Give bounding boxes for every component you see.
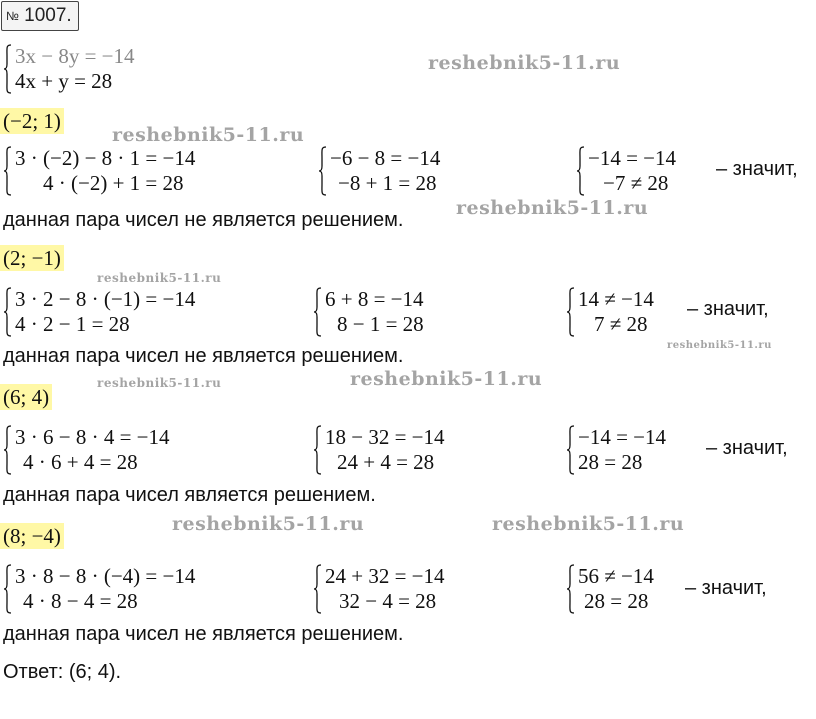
system-line-1: −14 = −14: [588, 146, 677, 170]
substitution-system: [3, 564, 195, 614]
system-line-2: 28 = 28: [584, 589, 649, 613]
simplified-system: [318, 146, 440, 196]
brace-icon: [566, 287, 575, 337]
number-sign: №: [6, 9, 19, 23]
brace-icon: [566, 425, 575, 475]
conclusion-text: данная пара чисел является решением.: [3, 484, 376, 506]
brace-icon: [3, 287, 12, 337]
problem-number: [1, 1, 79, 31]
brace-icon: [313, 425, 322, 475]
substitution-system: [3, 287, 195, 337]
system-line-1: 3 · 6 − 8 · 4 = −14: [15, 425, 170, 449]
result-system: [576, 146, 676, 196]
brace-icon: [576, 146, 585, 196]
watermark: reshebnik5-11.ru: [97, 376, 222, 390]
system-line-1: −14 = −14: [578, 425, 667, 449]
simplified-system: [313, 287, 424, 337]
brace-icon: [318, 146, 327, 196]
system-line-2: 4 · 2 − 1 = 28: [15, 312, 130, 336]
brace-icon: [313, 564, 322, 614]
brace-icon: [566, 564, 575, 614]
simplified-system: [313, 425, 445, 475]
original-system: [3, 44, 135, 94]
result-system: [566, 564, 654, 614]
watermark: reshebnik5-11.ru: [667, 340, 772, 351]
pair-highlight: (8; −4): [0, 523, 64, 549]
system-line-1: −6 − 8 = −14: [330, 146, 441, 170]
system-line-1: 3 · 8 − 8 · (−4) = −14: [15, 564, 196, 588]
system-line-2: 4 · (−2) + 1 = 28: [43, 171, 184, 195]
watermark: reshebnik5-11.ru: [456, 197, 649, 219]
znachit-text: – значит,: [706, 437, 788, 459]
substitution-system: [3, 146, 195, 196]
brace-icon: [3, 146, 12, 196]
system-line-2: 28 = 28: [578, 450, 643, 474]
znachit-text: – значит,: [716, 158, 798, 180]
system-line-1: 3 · (−2) − 8 · 1 = −14: [15, 146, 196, 170]
system-line-2: 4x + y = 28: [15, 69, 113, 93]
pair-highlight: (2; −1): [0, 245, 64, 271]
znachit-text: – значит,: [687, 298, 769, 320]
system-line-2: 24 + 4 = 28: [337, 450, 435, 474]
conclusion-text: данная пара чисел не является решением.: [3, 345, 404, 367]
system-line-2: −8 + 1 = 28: [338, 171, 437, 195]
system-line-2: −7 ≠ 28: [603, 171, 669, 195]
result-system: [566, 425, 666, 475]
brace-icon: [3, 564, 12, 614]
system-line-2: 8 − 1 = 28: [337, 312, 424, 336]
system-line-1: 6 + 8 = −14: [325, 287, 424, 311]
znachit-text: – значит,: [685, 577, 767, 599]
conclusion-text: данная пара чисел не является решением.: [3, 209, 404, 231]
system-line-2: 4 · 6 + 4 = 28: [23, 450, 138, 474]
answer-text: Ответ: (6; 4).: [3, 661, 122, 683]
simplified-system: [313, 564, 445, 614]
watermark: reshebnik5-11.ru: [172, 513, 365, 535]
problem-number-value: 1007.: [24, 5, 72, 26]
system-line-1: 3 · 2 − 8 · (−1) = −14: [15, 287, 196, 311]
watermark: reshebnik5-11.ru: [350, 368, 543, 390]
pair-highlight: (6; 4): [0, 384, 52, 410]
brace-icon: [3, 425, 12, 475]
watermark: reshebnik5-11.ru: [112, 124, 305, 146]
substitution-system: [3, 425, 170, 475]
system-line-1: 18 − 32 = −14: [325, 425, 445, 449]
brace-icon: [3, 44, 12, 94]
system-line-2: 32 − 4 = 28: [339, 589, 437, 613]
watermark: reshebnik5-11.ru: [428, 52, 621, 74]
watermark: reshebnik5-11.ru: [97, 271, 222, 285]
watermark: reshebnik5-11.ru: [492, 513, 685, 535]
system-line-1: 24 + 32 = −14: [325, 564, 445, 588]
system-line-1: 56 ≠ −14: [578, 564, 654, 588]
system-line-1: 14 ≠ −14: [578, 287, 654, 311]
system-line-2: 7 ≠ 28: [594, 312, 648, 336]
system-line-2: 4 · 8 − 4 = 28: [23, 589, 138, 613]
system-line-1: 3x − 8y = −14: [15, 44, 135, 68]
result-system: [566, 287, 654, 337]
conclusion-text: данная пара чисел не является решением.: [3, 623, 404, 645]
brace-icon: [313, 287, 322, 337]
pair-highlight: (−2; 1): [0, 108, 64, 134]
